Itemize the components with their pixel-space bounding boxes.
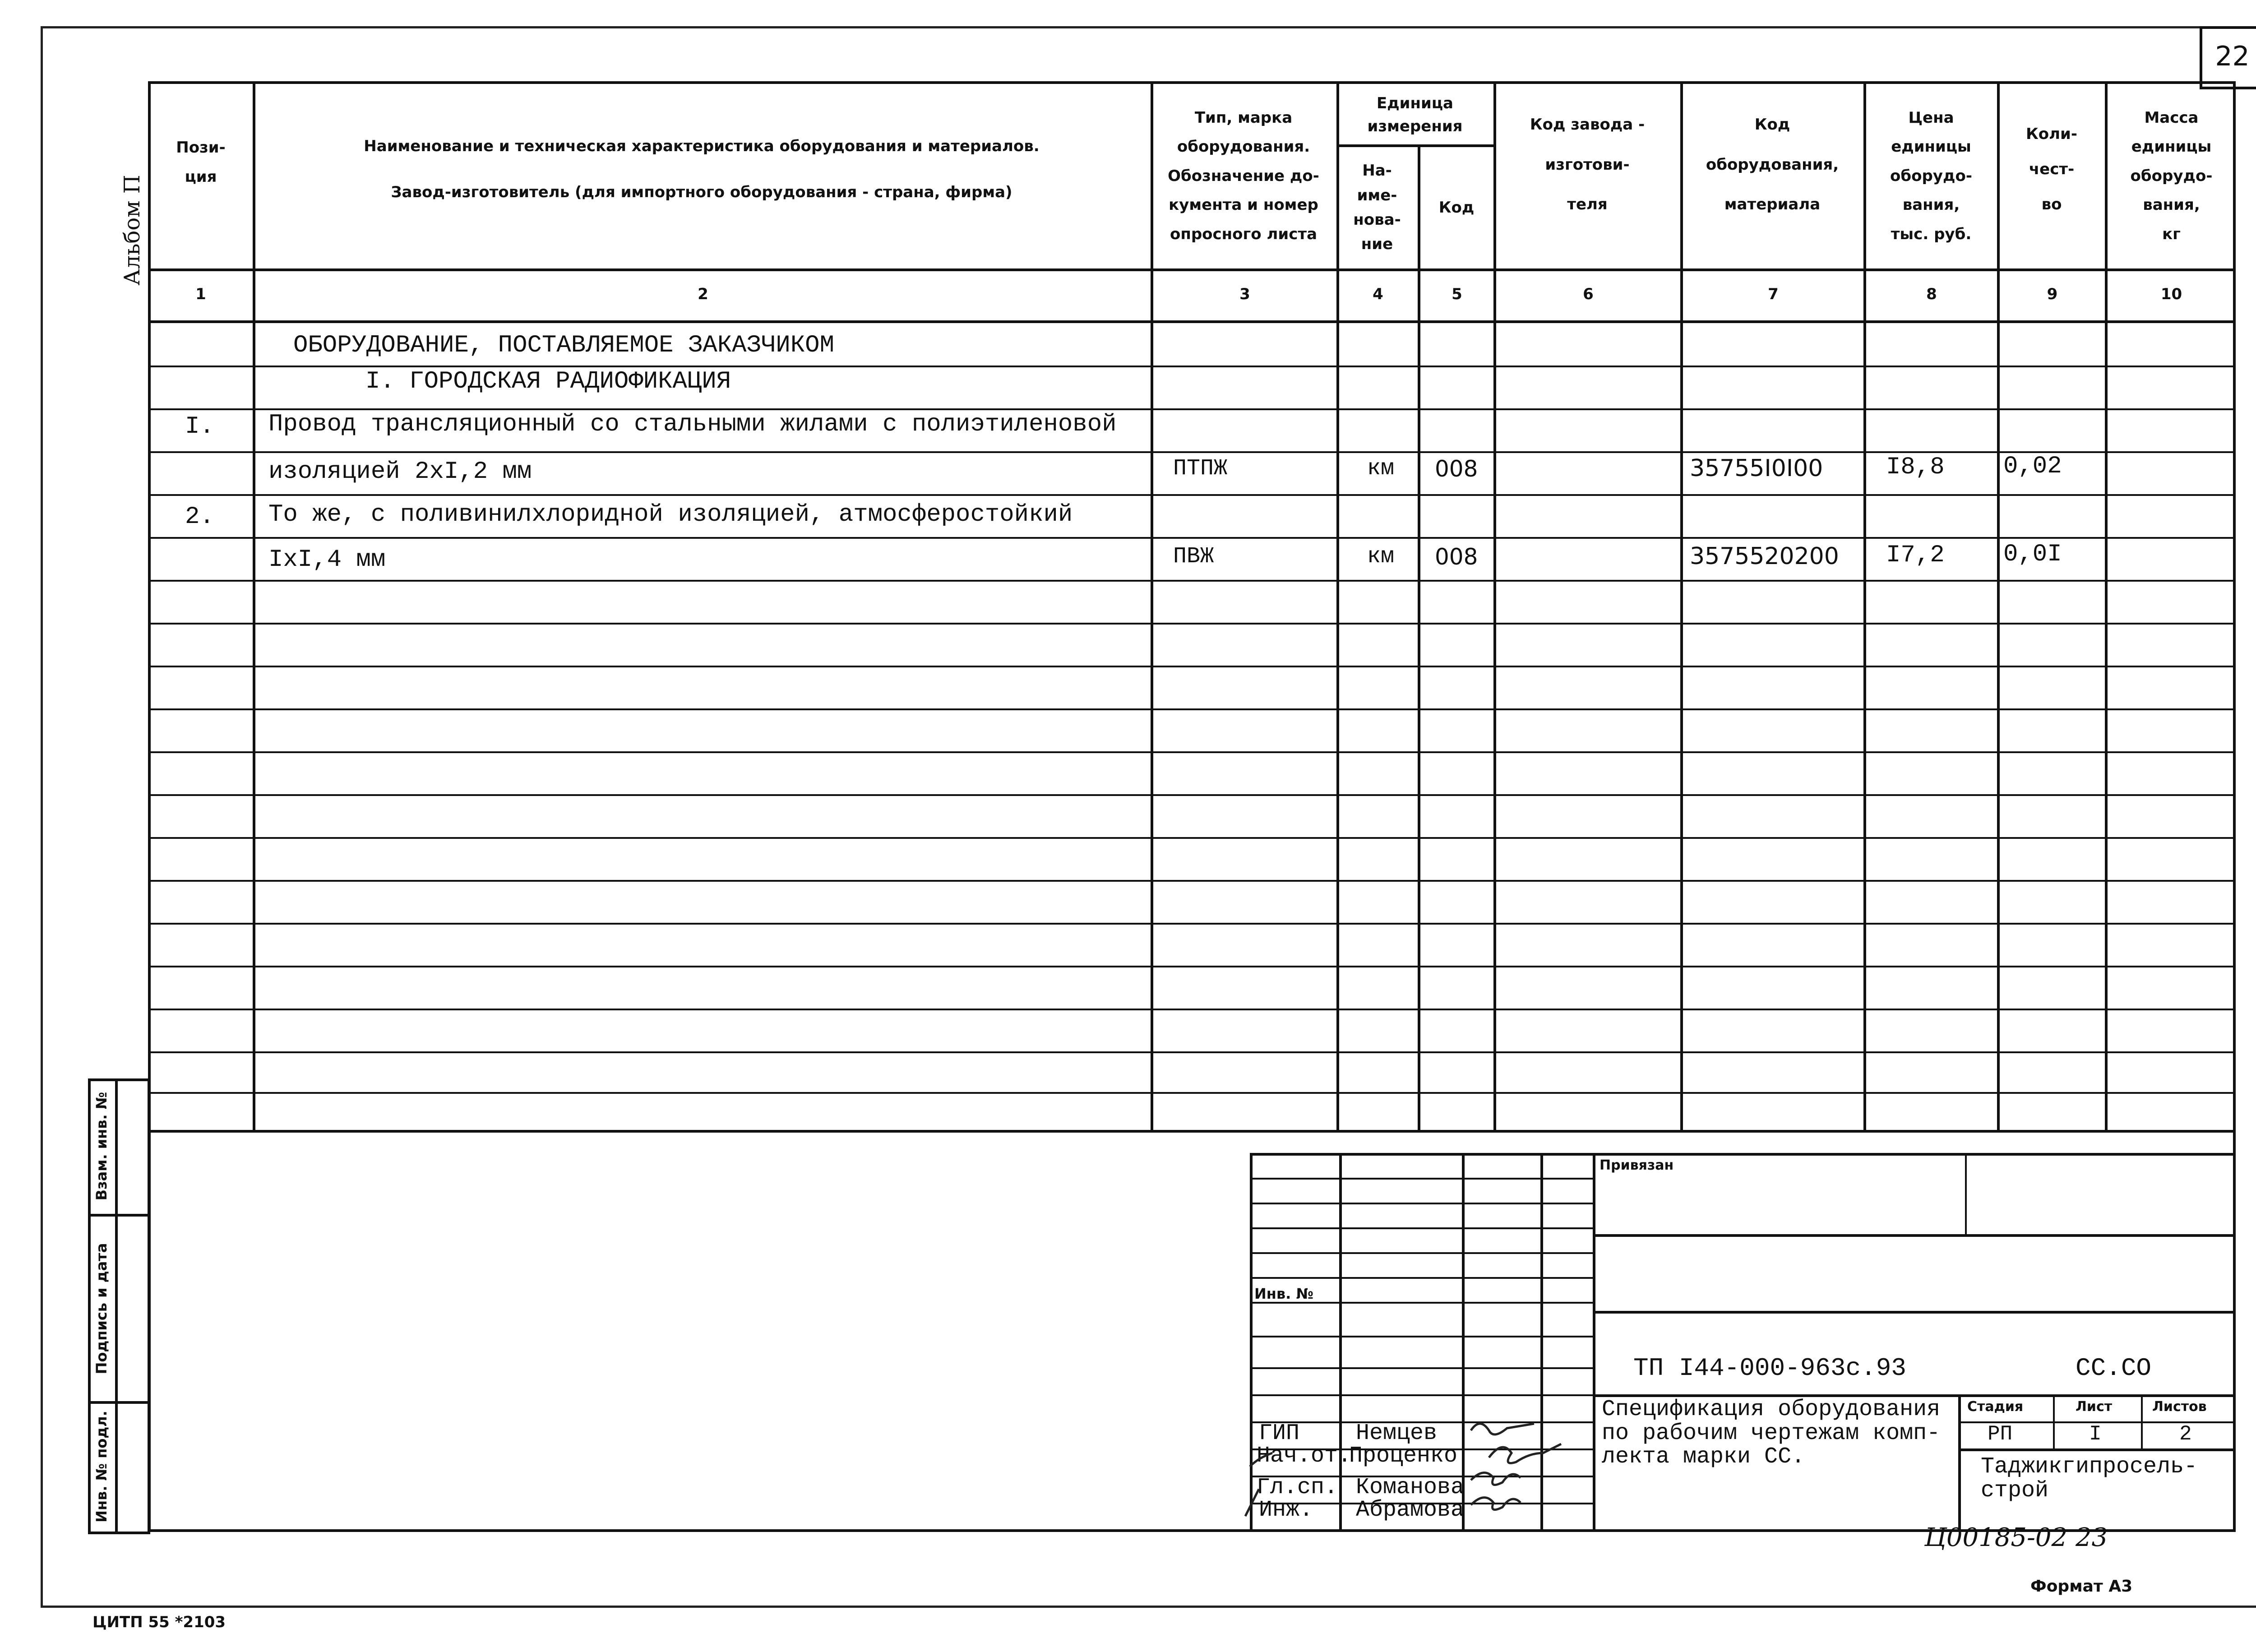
format-label: Формат А3 <box>2030 1577 2133 1596</box>
row2-code: 008 <box>1435 456 1478 482</box>
header-name: Наименование и техническая характеристика оборудования и материалов. Завод-изготовитель (для импортного оборудования - страна, фирма) <box>364 137 1040 201</box>
sheets-label: Листов <box>2152 1399 2207 1415</box>
colnum-4: 4 <box>1373 285 1383 304</box>
stamp-podpis: Подпись и дата <box>93 1243 110 1374</box>
colnum-10: 10 <box>2160 285 2182 304</box>
row2-name: изоляцией 2хI,2 мм <box>268 458 532 486</box>
header-factory: Код завода - изготови- теля <box>1530 116 1645 214</box>
privyazan-label: Привязан <box>1600 1157 1674 1173</box>
row3-name: То же, с поливинилхлоридной изоляцией, атмосферостойкий <box>268 501 1073 528</box>
stamp-vzam: Взам. инв. № <box>93 1092 110 1201</box>
role-inzh: Инж. <box>1259 1497 1313 1523</box>
header-mat-code: Код оборудования, материала <box>1706 116 1839 214</box>
row2-unit: км <box>1367 456 1395 481</box>
colnum-8: 8 <box>1926 285 1937 304</box>
header-type: Тип, марка оборудования. Обозначение до- кумента и номер опросного листа <box>1168 108 1319 243</box>
row2-mat-code: 35755I0I00 <box>1690 455 1823 482</box>
header-qty: Коли- чест- во <box>2026 125 2077 214</box>
inv-no-label: Инв. № <box>1254 1285 1313 1302</box>
signatures <box>1236 1412 1588 1530</box>
sheets-value: 2 <box>2179 1422 2192 1446</box>
row4-unit: км <box>1367 544 1395 569</box>
handwritten-ref: Ц00185-02 23 <box>1924 1523 2108 1552</box>
colnum-5: 5 <box>1452 285 1462 304</box>
row4-price: I7,2 <box>1886 541 1945 569</box>
row4-mat-code: 3575520200 <box>1690 543 1839 570</box>
colnum-3: 3 <box>1239 285 1250 304</box>
name-gip: Немцев <box>1356 1421 1438 1446</box>
header-pos: Пози- ция <box>176 139 226 186</box>
album-label: Альбом П <box>120 175 145 286</box>
header-unit-group: Единица измерения <box>1367 94 1463 135</box>
row2-qty: 0,02 <box>2003 453 2062 480</box>
sheet-label: Лист <box>2076 1399 2113 1415</box>
colnum-7: 7 <box>1768 285 1779 304</box>
printer-mark: ЦИТП 55 *2103 <box>92 1613 226 1631</box>
section-title: ОБОРУДОВАНИЕ, ПОСТАВЛЯЕМОЕ ЗАКАЗЧИКОМ <box>293 332 834 359</box>
name-glsp: Команова <box>1356 1475 1465 1500</box>
header-price: Цена единицы оборудо- вания, тыс. руб. <box>1890 108 1972 243</box>
sheet-value: I <box>2089 1422 2102 1446</box>
doc-description: Спецификация оборудования по рабочим чертежам комп- лекта марки СС. <box>1602 1397 1941 1470</box>
org-name: Таджикгипросель- строй <box>1981 1454 2198 1504</box>
header-unit-code: Код <box>1438 198 1475 217</box>
row1-pos: I. <box>185 413 214 440</box>
stage-label: Стадия <box>1967 1399 2024 1415</box>
row1-name: Провод трансляционный со стальными жилами с полиэтиленовой <box>268 411 1117 438</box>
doc-code: ТП I44-000-963с.93 <box>1633 1354 1906 1383</box>
colnum-9: 9 <box>2047 285 2058 304</box>
row4-code: 008 <box>1435 544 1478 570</box>
row3-pos: 2. <box>185 503 214 531</box>
row2-price: I8,8 <box>1886 453 1945 481</box>
subsection-title: I. ГОРОДСКАЯ РАДИОФИКАЦИЯ <box>365 368 731 395</box>
row4-type: ПВЖ <box>1173 544 1214 569</box>
row4-name: IхI,4 мм <box>268 546 386 574</box>
header-unit-name: На- име- нова- ние <box>1353 162 1401 254</box>
colnum-6: 6 <box>1583 285 1594 304</box>
sheet-number: 22 <box>2215 41 2250 72</box>
row4-qty: 0,0I <box>2003 541 2062 568</box>
role-glsp: Гл.сп. <box>1257 1475 1338 1500</box>
stamp-inv-podl: Инв. № подл. <box>93 1411 110 1522</box>
role-nach: Нач.от. <box>1257 1443 1352 1469</box>
colnum-1: 1 <box>195 285 206 304</box>
doc-mark: СС.СО <box>2076 1354 2152 1383</box>
stage-value: РП <box>1988 1422 2013 1446</box>
name-nach: Проценко <box>1349 1443 1458 1469</box>
colnum-2: 2 <box>698 285 708 304</box>
name-inzh: Абрамова <box>1356 1497 1465 1523</box>
header-mass: Масса единицы оборудо- вания, кг <box>2130 108 2213 243</box>
role-gip: ГИП <box>1259 1421 1300 1446</box>
row2-type: ПТПЖ <box>1173 456 1228 481</box>
